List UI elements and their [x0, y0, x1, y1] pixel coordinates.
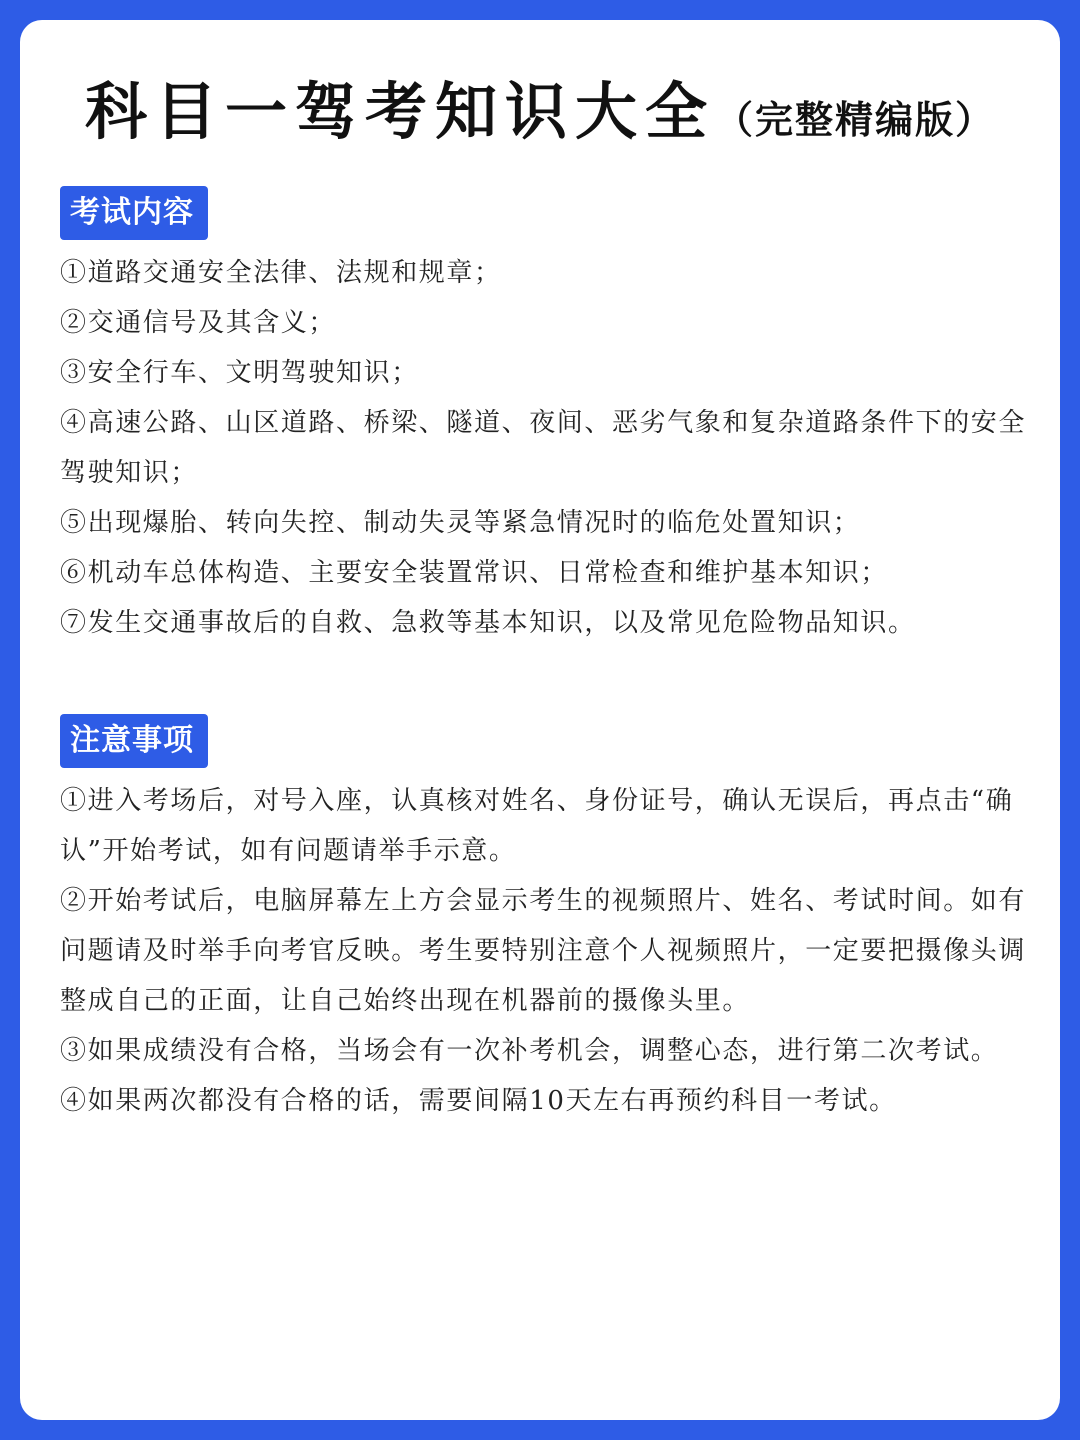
content-card — [20, 20, 1060, 1420]
list-item: ①道路交通安全法律、法规和规章； — [60, 258, 502, 288]
section-notes — [60, 714, 1040, 1126]
notes-list — [60, 776, 1040, 1126]
list-item: ①进入考场后，对号入座，认真核对姓名、身份证号，确认无误后，再点击“确认”开始考试，如有问题请举手示意。 — [60, 786, 1014, 866]
list-item: ④高速公路、山区道路、桥梁、隧道、夜间、恶劣气象和复杂道路条件下的安全驾驶知识； — [60, 408, 1027, 488]
exam-content-list — [60, 248, 1040, 648]
section-exam-content — [60, 186, 1040, 648]
list-item: ⑥机动车总体构造、主要安全装置常识、日常检查和维护基本知识； — [60, 558, 889, 588]
title-main: 科目一驾考知识大全 — [84, 75, 715, 148]
page-title — [20, 62, 1060, 151]
list-item: ②交通信号及其含义； — [60, 308, 337, 338]
title-subtitle: （完整精编版） — [715, 97, 996, 142]
section-header-exam-content: 考试内容 — [60, 186, 208, 240]
list-item: ⑦发生交通事故后的自救、急救等基本知识，以及常见危险物品知识。 — [60, 608, 916, 638]
list-item: ④如果两次都没有合格的话，需要间隔10天左右再预约科目一考试。 — [60, 1086, 897, 1116]
list-item: ②开始考试后，电脑屏幕左上方会显示考生的视频照片、姓名、考试时间。如有问题请及时举手向考官反映。考生要特别注意个人视频照片，一定要把摄像头调整成自己的正面，让自己始终出现在机器前的摄像头里。 — [60, 886, 1027, 1016]
list-item: ③如果成绩没有合格，当场会有一次补考机会，调整心态，进行第二次考试。 — [60, 1036, 999, 1066]
list-item: ⑤出现爆胎、转向失控、制动失灵等紧急情况时的临危处置知识； — [60, 508, 861, 538]
section-header-notes: 注意事项 — [60, 714, 208, 768]
list-item: ③安全行车、文明驾驶知识； — [60, 358, 419, 388]
